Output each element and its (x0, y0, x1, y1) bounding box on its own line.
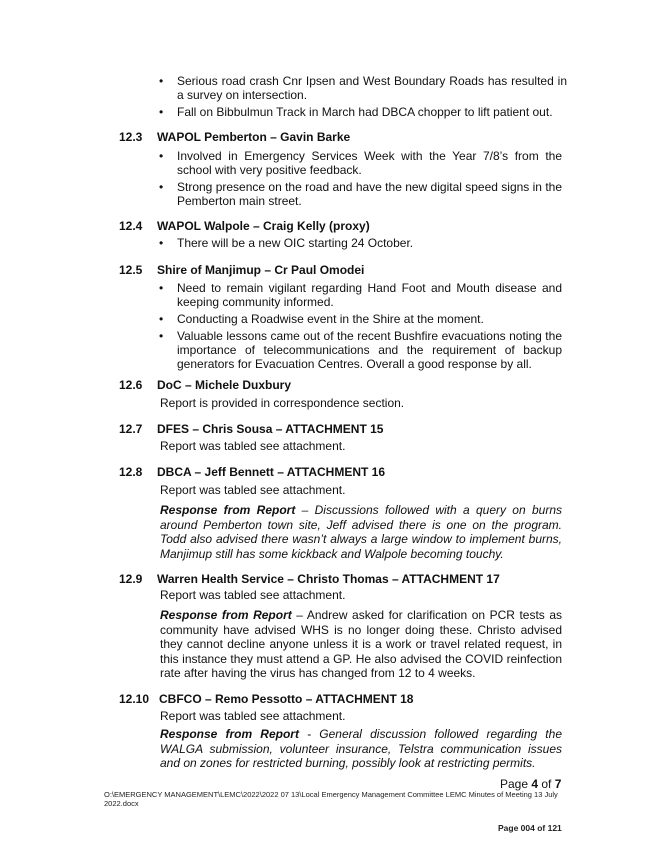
section-12-10-text: Report was tabled see attachment. (160, 709, 346, 723)
bullet-icon: • (159, 329, 164, 343)
section-heading-12-5: 12.5 Shire of Manjimup – Cr Paul Omodei (119, 263, 365, 277)
bullet-icon: • (159, 105, 164, 119)
bullet-icon: • (159, 236, 164, 250)
section-12-4-bullets (157, 236, 562, 253)
list-item: • Serious road crash Cnr Ipsen and West Boundary Roads has resulted in a survey on intersection. (159, 74, 567, 102)
section-heading-12-10: 12.10 CBFCO – Remo Pessotto – ATTACHMENT 18 (119, 692, 414, 706)
file-path: O:\EMERGENCY MANAGEMENT\LEMC\2022\2022 07 13\Local Emergency Management Committee LEMC Minutes of Meeting 13 July 2022.docx (104, 790, 558, 808)
pdf-page-stamp: Page 004 of 121 (498, 823, 562, 833)
section-12-9-text: Report was tabled see attachment. (160, 588, 346, 602)
section-12-7-text: Report was tabled see attachment. (160, 439, 346, 453)
section-12-5-bullets (157, 281, 562, 374)
list-item: • Need to remain vigilant regarding Hand Foot and Mouth disease and keeping community informed. (159, 281, 562, 309)
section-12-10-response: Response from Report - General discussion followed regarding the WALGA submission, volunteer insurance, Telstra communication issues and on zones for restricted burning, possibly look at restricting permits. (160, 727, 562, 771)
bullet-icon: • (159, 312, 164, 326)
bullet-icon: • (159, 74, 164, 88)
section-12-3-bullets (157, 149, 562, 211)
list-item: • Valuable lessons came out of the recent Bushfire evacuations noting the importance of telecommunications and the requirement of backup generators for Evacuation Centres. Overall a good response by all. (159, 329, 562, 371)
section-heading-12-4: 12.4 WAPOL Walpole – Craig Kelly (proxy) (119, 219, 370, 233)
section-heading-12-6: 12.6 DoC – Michele Duxbury (119, 378, 292, 392)
section-heading-12-9: 12.9 Warren Health Service – Christo Thomas – ATTACHMENT 17 (119, 572, 500, 586)
bullet-icon: • (159, 149, 164, 163)
section-12-6-text: Report is provided in correspondence section. (160, 396, 405, 410)
list-item: • Fall on Bibbulmun Track in March had DBCA chopper to lift patient out. (159, 105, 553, 119)
section-heading-12-3: 12.3 WAPOL Pemberton – Gavin Barke (119, 130, 351, 144)
list-item: • Conducting a Roadwise event in the Shire at the moment. (159, 312, 484, 326)
list-item: • Strong presence on the road and have the new digital speed signs in the Pemberton main street. (159, 180, 562, 208)
list-item: • Involved in Emergency Services Week with the Year 7/8’s from the school with very positive feedback. (159, 149, 562, 177)
section-heading-12-8: 12.8 DBCA – Jeff Bennett – ATTACHMENT 16 (119, 465, 386, 479)
bullet-icon: • (159, 281, 164, 295)
intro-bullet-list (157, 74, 567, 122)
section-12-8-text: Report was tabled see attachment. (160, 483, 346, 497)
section-heading-12-7: 12.7 DFES – Chris Sousa – ATTACHMENT 15 (119, 422, 384, 436)
bullet-icon: • (159, 180, 164, 194)
section-12-8-response: Response from Report – Discussions followed with a query on burns around Pemberton town site, Jeff advised there is one on the program. Todd also advised there wasn’t always a large window to implement burns, Manjimup still has some kickback and Walpole becoming touchy. (160, 503, 562, 561)
section-12-9-response: Response from Report – Andrew asked for clarification on PCR tests as community have advised WHS is no longer doing these. Christo advised they cannot decline anyone unless it is a work or travel related request, in this instance they must attend a GP. He also advised the COVID reinfection rate after having the virus has changed from 12 to 4 weeks. (160, 608, 562, 681)
page-number: Page 4 of 7 (500, 777, 562, 791)
list-item: • There will be a new OIC starting 24 October. (159, 236, 414, 250)
